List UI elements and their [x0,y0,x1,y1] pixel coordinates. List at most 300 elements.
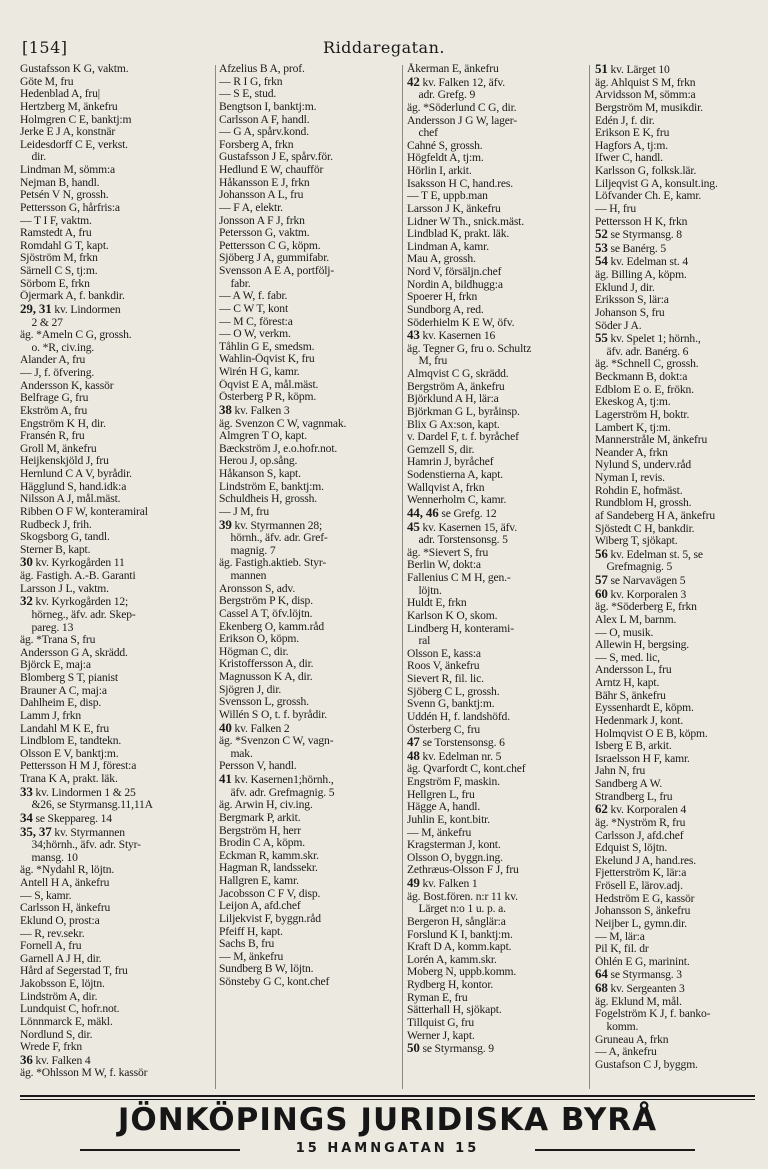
directory-entry: Högfeldt A, tj:m. [407,152,484,165]
directory-entry: Rohdin E, hofmäst. [595,484,683,497]
directory-entry: Öqvist E A, mål.mäst. [219,378,319,391]
directory-entry: Jacobsson C F V, disp. [219,887,321,900]
directory-entry: Kragsterman J, kont. [407,839,501,852]
directory-entry: Beckmann B, dokt:a [595,371,688,383]
directory-entry: Heijkenskjöld J, fru [20,455,109,468]
directory-entry: Sjöstedt C H, bankdir. [595,522,695,535]
directory-entry: Göte M, fru [20,75,74,88]
directory-entry: Sjöberg J A, gummifabr. [219,252,330,265]
directory-entry: Ramstedt A, fru [20,227,92,240]
directory-column-3 [407,63,583,1091]
directory-entry: äg. Billing A, köpm. [595,269,687,281]
directory-entry: Gustafson C J, byggm. [595,1058,698,1071]
directory-entry: Hedlund E W, chaufför [219,164,324,176]
directory-entry: adr. Torstensonsg. 5 [407,534,508,547]
directory-entry: — F A, elektr. [219,201,283,214]
directory-entry: Hertzberg M, änkefru [20,100,118,113]
house-number: 44, 46 [407,506,439,520]
directory-entry: Cassel A T, öfv.löjtn. [219,607,313,620]
directory-entry: Blomberg S T, pianist [20,672,118,684]
directory-entry: äg. *Söderlund C G, dir. [407,101,517,114]
directory-entry: Willén S O, t. f. byrådir. [219,708,328,721]
directory-entry: Ekström A, fru [20,404,88,417]
directory-entry: äg. Eklund M, mål. [595,995,682,1008]
directory-entry: Gustafsson K G, vaktm. [20,63,129,75]
directory-entry: Särnell C S, tj:m. [20,265,98,277]
house-number: 33 [20,785,33,799]
directory-entry: Mau A, grossh. [407,253,476,266]
directory-entry: Lidner W Th., snick.mäst. [407,215,525,228]
directory-entry: Nylund S, underv.råd [595,459,692,472]
house-number: 62 [595,803,608,817]
directory-entry: Rundblom H, grossh. [595,497,692,510]
directory-entry: 68 kv. Sergeanten 3 [595,982,685,995]
directory-entry: Nord V, försäljn.chef [407,266,502,278]
directory-entry: Lindman M, sömm:a [20,164,116,176]
directory-entry: — T I F, vaktm. [20,214,92,227]
directory-entry: Edquist S, löjtn. [595,842,668,855]
advertisement-name: JÖNKÖPINGS JURIDISKA BYRÅ [117,1102,658,1138]
directory-entry: äg. Ahlquist S M, frkn [595,76,696,89]
column-divider [402,65,403,1089]
directory-entry: 57 se Narvavägen 5 [595,574,686,587]
directory-entry: löjtn. [407,584,442,597]
directory-entry: Fjetterström K, lär:a [595,867,687,880]
directory-entry: Dahlheim E, disp. [20,697,102,710]
directory-entry: Söderhielm K E W, öfv. [407,316,515,329]
directory-entry: Holmqvist O E B, köpm. [595,727,708,740]
directory-entry: Pettersson H K, frkn [595,215,688,228]
directory-entry: Carlsson H, änkefru [20,902,111,915]
directory-entry: Ekenberg O, kamm.råd [219,620,324,633]
directory-entry: Spoerer H, frkn [407,291,478,304]
directory-entry: 60 kv. Korporalen 3 [595,587,687,601]
directory-entry: Uddén H, f. landshöfd. [407,710,510,723]
directory-entry: äg. Fastigh. A.-B. Garanti [20,570,136,582]
directory-entry: äg. *Nyström R, fru [595,816,686,829]
directory-entry: äfv. adr. Grefmagnig. 5 [219,786,335,799]
column-divider [215,65,216,1089]
directory-entry: Tillquist G, fru [407,1016,475,1029]
house-number: 64 [595,968,608,982]
directory-entry: äg. *Svenzon C W, vagn- [219,735,334,748]
directory-entry: Björkman G L, byråinsp. [407,405,520,418]
directory-entry: Nordin A, bildhugg:a [407,278,503,291]
directory-entry: Skogsborg G, tandl. [20,531,110,544]
house-number: 54 [595,255,608,269]
directory-entry: Hamrin J, byråchef [407,456,494,469]
directory-entry: Nejman B, handl. [20,176,100,189]
directory-entry: Lärget n:o 1 u. p. a. [407,903,506,916]
directory-entry: Björck E, maj:a [20,659,91,672]
directory-entry: hörneg., äfv. adr. Skep- [20,608,136,621]
directory-entry: Gruneau A, frkn [595,1033,669,1046]
directory-entry: 43 kv. Kasernen 16 [407,329,496,343]
directory-entry: fabr. [219,277,251,290]
directory-entry: Bergström H, herr [219,824,301,837]
directory-entry: Österberg P R, köpm. [219,391,317,404]
house-number: 52 [595,228,608,242]
directory-entry: Engström K H, dir. [20,417,106,430]
directory-entry: Zethræus-Olsson F J, fru [407,864,519,877]
directory-entry: Mannerstråle M, änkefru [595,434,708,447]
directory-entry: Svenn G, banktj:m. [407,698,495,711]
directory-entry: Gemzell S, dir. [407,443,475,456]
house-number: 34 [20,811,33,825]
directory-entry: Cahné S, grossh. [407,139,483,152]
directory-entry: — S, med. lic, [595,651,660,664]
directory-entry: Öjermark A, f. bankdir. [20,290,125,303]
directory-entry: Kristoffersson A, dir. [219,658,314,671]
directory-entry: Bergström P K, disp. [219,595,313,608]
directory-entry: Grefmagnig. 5 [595,561,673,574]
directory-entry: Lorén A, kamm.skr. [407,953,497,966]
directory-entry: Neander A, frkn [595,446,668,459]
directory-entry: Leijon A, afd.chef [219,900,301,913]
directory-entry: Håkansson E J, frkn [219,176,310,189]
directory-entry: Hellgren L, fru [407,788,475,801]
directory-entry: Forsberg A, frkn [219,138,294,151]
directory-entry: Roos V, änkefru [407,660,480,673]
directory-entry: 55 kv. Spelet 1; hörnh., [595,332,701,346]
directory-entry: Nilsson A J, mål.mäst. [20,493,121,506]
directory-entry: Liljeqvist G A, konsult.ing. [595,177,718,190]
directory-entry: 49 kv. Falken 1 [407,877,478,890]
directory-entry: Schuldheis H, grossh. [219,493,317,506]
directory-entry: Lambert K, tj:m. [595,421,671,434]
directory-entry: Lönnmarck E, mäkl. [20,1015,113,1028]
directory-entry: Lagerström H, boktr. [595,408,690,421]
banner-rule [20,1095,755,1097]
directory-entry: Sundberg B W, löjtn. [219,963,314,976]
directory-entry: Johanson S, fru [595,306,665,319]
directory-entry: Aronsson S, adv. [219,582,296,595]
directory-entry: Persson V, handl. [219,760,297,773]
directory-entry: Afzelius B A, prof. [219,63,305,75]
directory-entry: 34 se Skeppareg. 14 [20,811,112,825]
directory-entry: M, fru [407,355,448,368]
directory-entry: Olsson E V, banktj:m. [20,747,119,760]
directory-entry: Sachs B, fru [219,938,275,951]
directory-entry: Sörbom E, frkn [20,277,90,290]
directory-entry: Blix G Ax:son, kapt. [407,418,500,431]
directory-entry: Frösell E, lärov.adj. [595,880,683,892]
directory-entry: — J M, fru [219,505,270,518]
directory-entry: Bergeron H, sånglär:a [407,915,506,928]
directory-entry: — G A, spårv.kond. [219,126,309,139]
directory-entry: af Sandeberg H A, änkefru [595,509,715,522]
directory-entry: Lindberg H, konterami- [407,622,514,635]
directory-entry: Fornell A, fru [20,940,82,953]
directory-entry: 41 kv. Kasernen1;hörnh., [219,773,334,786]
directory-entry: Magnusson K A, dir. [219,671,313,683]
house-number: 42 [407,75,420,89]
directory-entry: Sievert R, fil. lic. [407,673,484,685]
directory-entry: äg. *Ohlsson M W, f. kassör [20,1067,148,1080]
directory-entry: 2 & 27 [20,316,63,329]
directory-entry: Liljekvist F, byggn.råd [219,912,321,925]
directory-entry: &26, se Styrmansg.11,11A [20,799,153,812]
directory-entry: 39 kv. Styrmannen 28; [219,518,323,532]
directory-entry: Pfeiff H, kapt. [219,925,283,938]
directory-entry: Hedström E G, kassör [595,892,695,905]
directory-entry: Moberg N, uppb.komm. [407,966,517,979]
directory-entry: Ekelund J A, hand.res. [595,854,697,867]
directory-entry: 35, 37 kv. Styrmannen [20,825,125,839]
directory-entry: Sönsteby G C, kont.chef [219,976,330,988]
directory-entry: mak. [219,747,253,760]
directory-entry: — M, lär:a [595,930,645,943]
directory-entry: 45 kv. Kasernen 15, äfv. [407,520,517,534]
advertisement-banner [20,1093,755,1163]
directory-entry: 47 se Torstensonsg. 6 [407,736,505,750]
directory-entry: Gustafsson J E, spårv.för. [219,151,333,164]
directory-entry: Jakobsson E, löjtn. [20,978,105,990]
directory-entry: Bähr S, änkefru [595,689,666,702]
directory-entry: Jerke E J A, konstnär [20,126,116,139]
directory-entry: Carlsson J, afd.chef [595,829,684,842]
directory-columns [20,63,755,1091]
directory-entry: Bergström M, musikdir. [595,101,703,114]
directory-entry: Nyman I, revis. [595,472,665,484]
directory-entry: Sodenstierna A, kapt. [407,469,504,481]
house-number: 60 [595,587,608,601]
directory-entry: 51 kv. Lärget 10 [595,63,670,76]
house-number: 45 [407,520,420,534]
directory-entry: Eckman R, kamm.skr. [219,849,319,862]
page-number: [154] [22,38,68,57]
directory-entry: Arvidsson M, sömm:a [595,89,696,102]
directory-entry: v. Dardel F, t. f. byråchef [407,431,519,444]
directory-entry: Belfrage G, fru [20,392,89,405]
directory-entry: komm. [595,1020,639,1033]
directory-entry: Hägglund S, hand.idk:a [20,480,127,493]
directory-entry: Sjöberg C L, grossh. [407,685,500,698]
house-number: 35, 37 [20,825,52,839]
directory-entry: Svensson A E A, portfölj- [219,265,335,277]
directory-entry: Sterner B, kapt. [20,543,91,556]
directory-entry: ral [407,635,431,648]
directory-entry: Petersson G, vaktm. [219,227,310,240]
directory-entry: äg. *Schnell C, grossh. [595,358,699,371]
directory-entry: Arntz H, kapt. [595,677,660,689]
directory-entry: äg. Bost.fören. n:r 11 kv. [407,890,518,903]
directory-entry: — O, musik. [595,626,654,639]
house-number: 57 [595,574,608,587]
directory-entry: Lundquist C, hofr.not. [20,1003,120,1016]
directory-entry: Ribben O F W, konteramiral [20,505,148,518]
house-number: 32 [20,595,33,609]
directory-entry: Wirén H G, kamr. [219,366,300,378]
directory-entry: Almgren T O, kapt. [219,430,308,443]
directory-entry: Neijber L, gymn.dir. [595,917,687,930]
directory-entry: Bergmark P, arkit. [219,811,301,824]
directory-entry: 54 kv. Edelman st. 4 [595,255,688,269]
directory-entry: äg. Tegner G, fru o. Schultz [407,342,532,355]
directory-entry: Edblom E o. E, frökn. [595,383,694,396]
directory-entry: Pil K, fil. dr [595,943,649,956]
directory-entry: Groll M, änkefru [20,442,97,455]
directory-entry: Eklund J, dir. [595,281,655,294]
directory-entry: Eriksson S, lär:a [595,294,669,307]
directory-entry: Erikson O, köpm. [219,633,300,646]
directory-entry: Larsson J L, vaktm. [20,582,109,595]
directory-entry: — A W, f. fabr. [219,290,288,303]
directory-entry: 32 kv. Kyrkogården 12; [20,595,129,609]
directory-entry: Öhlén E G, marinint. [595,955,690,968]
page-header [0,0,768,60]
directory-entry: Huldt E, frkn [407,597,467,610]
directory-entry: — H, fru [595,202,636,215]
directory-entry: Carlsson A F, handl. [219,113,310,126]
directory-entry: Bergström A, änkefru [407,380,505,393]
house-number: 29, 31 [20,302,52,316]
directory-entry: Andersson J G W, lager- [407,114,517,127]
directory-entry: Sätterhall H, sjökapt. [407,1004,502,1017]
directory-entry: Israelsson H F, kamr. [595,752,690,765]
directory-entry: — T E, uppb.man [407,190,488,203]
directory-entry: Antell H A, änkefru [20,877,110,889]
directory-entry: Tåhlin G E, smedsm. [219,340,315,353]
directory-entry: Pettersson H M J, förest:a [20,760,137,773]
directory-column-1 [20,63,208,1091]
directory-entry: 56 kv. Edelman st. 5, se [595,547,703,561]
directory-entry: Leidesdorff C E, verkst. [20,138,128,151]
directory-entry: Holmgren C E, banktj:m [20,113,132,126]
directory-entry: Trana K A, prakt. läk. [20,773,118,785]
house-number: 53 [595,241,608,255]
directory-entry: 38 kv. Falken 3 [219,403,290,417]
directory-entry: Jahn N, fru [595,765,646,778]
directory-entry: Andersson K, kassör [20,379,114,392]
directory-entry: Hernlund C A V, byrådir. [20,468,132,480]
directory-entry: Svensson L, grossh. [219,696,309,709]
directory-entry: — M, änkefru [219,950,284,963]
directory-entry: — O W, verkm. [219,328,291,341]
directory-entry: Bæckström J, e.o.hofr.not. [219,442,338,455]
directory-entry: Olsson O, byggn.ing. [407,851,503,864]
directory-entry: Ryman E, fru [407,991,468,1004]
directory-entry: Garnell A J H, dir. [20,952,102,965]
directory-entry: — C W T, kont [219,302,289,315]
directory-entry: Löfvander Ch. E, kamr. [595,190,702,203]
directory-entry: 52 se Styrmansg. 8 [595,228,682,242]
directory-entry: chef [407,127,438,140]
directory-entry: äg. *Söderberg E, frkn [595,601,697,614]
house-number: 48 [407,749,420,763]
directory-entry: 36 kv. Falken 4 [20,1053,91,1067]
house-number: 40 [219,721,232,735]
house-number: 50 [407,1042,420,1056]
directory-entry: Åkerman E, änkefru [407,63,499,75]
directory-entry: Wrede F, frkn [20,1041,83,1054]
directory-entry: äfv. adr. Banérg. 6 [595,345,689,358]
directory-entry: Jonsson A F J, frkn [219,214,305,227]
directory-entry: Björklund A H, lär:a [407,393,499,406]
directory-entry: äg. Qvarfordt C, kont.chef [407,763,526,776]
directory-entry: Wiberg T, sjökapt. [595,535,678,548]
directory-entry: Nordlund S, dir. [20,1028,93,1041]
directory-entry: adr. Grefg. 9 [407,89,476,102]
directory-entry: Brodin C A, köpm. [219,837,306,850]
directory-entry: Lindström A, dir. [20,990,98,1003]
directory-entry: 33 kv. Lindormen 1 & 25 [20,785,136,799]
directory-entry: Karlsson G, folksk.lär. [595,165,697,177]
directory-entry: Hägge A, handl. [407,801,481,814]
directory-entry: Hagman R, landssekr. [219,862,318,875]
directory-entry: Engström F, maskin. [407,776,500,788]
directory-entry: Edén J, f. dir. [595,114,655,127]
house-number: 36 [20,1053,33,1067]
directory-entry: Olsson E, kass:a [407,647,481,660]
directory-entry: 64 se Styrmansg. 3 [595,968,682,982]
directory-entry: Johansson S, änkefru [595,905,691,918]
directory-entry: Erikson E K, fru [595,127,670,140]
directory-entry: — M C, förest:a [219,315,293,328]
directory-entry: äg. Fastigh.aktieb. Styr- [219,557,327,570]
house-number: 49 [407,877,420,890]
directory-entry: Hedenmark J, kont. [595,714,684,727]
directory-entry: dir. [20,151,46,164]
directory-entry: Herou J, op.sång. [219,455,298,468]
directory-entry: Ekeskog A, tj:m. [595,396,671,409]
directory-entry: 34;hörnh., äfv. adr. Styr- [20,839,141,852]
directory-entry: Juhlin E, kont.bitr. [407,813,490,826]
directory-entry: 30 kv. Kyrkogården 11 [20,556,125,570]
directory-entry: äg. *Trana S, fru [20,634,96,647]
directory-entry: Brauner A C, maj:a [20,684,107,697]
directory-entry: äg. *Nydahl R, löjtn. [20,864,115,877]
house-number: 51 [595,63,608,76]
house-number: 30 [20,556,33,570]
directory-entry: 50 se Styrmansg. 9 [407,1042,494,1056]
house-number: 41 [219,773,232,786]
directory-entry: Johansson A L, fru [219,189,304,202]
directory-entry: Bengtson I, banktj:m. [219,100,317,113]
directory-entry: 48 kv. Edelman nr. 5 [407,749,502,763]
directory-entry: o. *R, civ.ing. [20,341,95,354]
directory-entry: Lindblad K, prakt. läk. [407,228,510,241]
directory-entry: mannen [219,570,267,582]
street-title: Riddaregatan. [323,38,445,57]
directory-entry: — S, kamr. [20,889,72,902]
directory-entry: 44, 46 se Grefg. 12 [407,506,497,520]
banner-dash [535,1149,695,1151]
directory-entry: Eklund O, prost:a [20,914,100,927]
directory-entry: Strandberg L, fru [595,790,673,803]
directory-entry: 42 kv. Falken 12, äfv. [407,75,506,89]
directory-column-4 [595,63,755,1091]
directory-entry: Söder J A. [595,319,642,332]
directory-entry: Allewin H, bergsing. [595,639,690,652]
directory-entry: Pettersson G, hårfris:a [20,201,120,214]
house-number: 38 [219,403,232,417]
directory-entry: Eyssenhardt E, köpm. [595,702,694,715]
directory-entry: Pettersson C G, köpm. [219,239,321,252]
directory-entry: 29, 31 kv. Lindormen [20,302,121,316]
directory-entry: mansg. 10 [20,851,78,864]
directory-entry: Wallqvist A, frkn [407,481,485,494]
directory-entry: Larsson J K, änkefru [407,202,501,215]
directory-entry: — R, rev.sekr. [20,927,85,940]
directory-entry: Landahl M K E, fru [20,722,110,735]
house-number: 47 [407,736,420,750]
directory-entry: Fallenius C M H, gen.- [407,572,511,584]
directory-entry: — S E, stud. [219,88,277,101]
directory-entry: Sandberg A W. [595,778,663,790]
directory-entry: Wahlin-Öqvist K, fru [219,353,315,366]
directory-entry: Sjöström M, frkn [20,252,98,265]
